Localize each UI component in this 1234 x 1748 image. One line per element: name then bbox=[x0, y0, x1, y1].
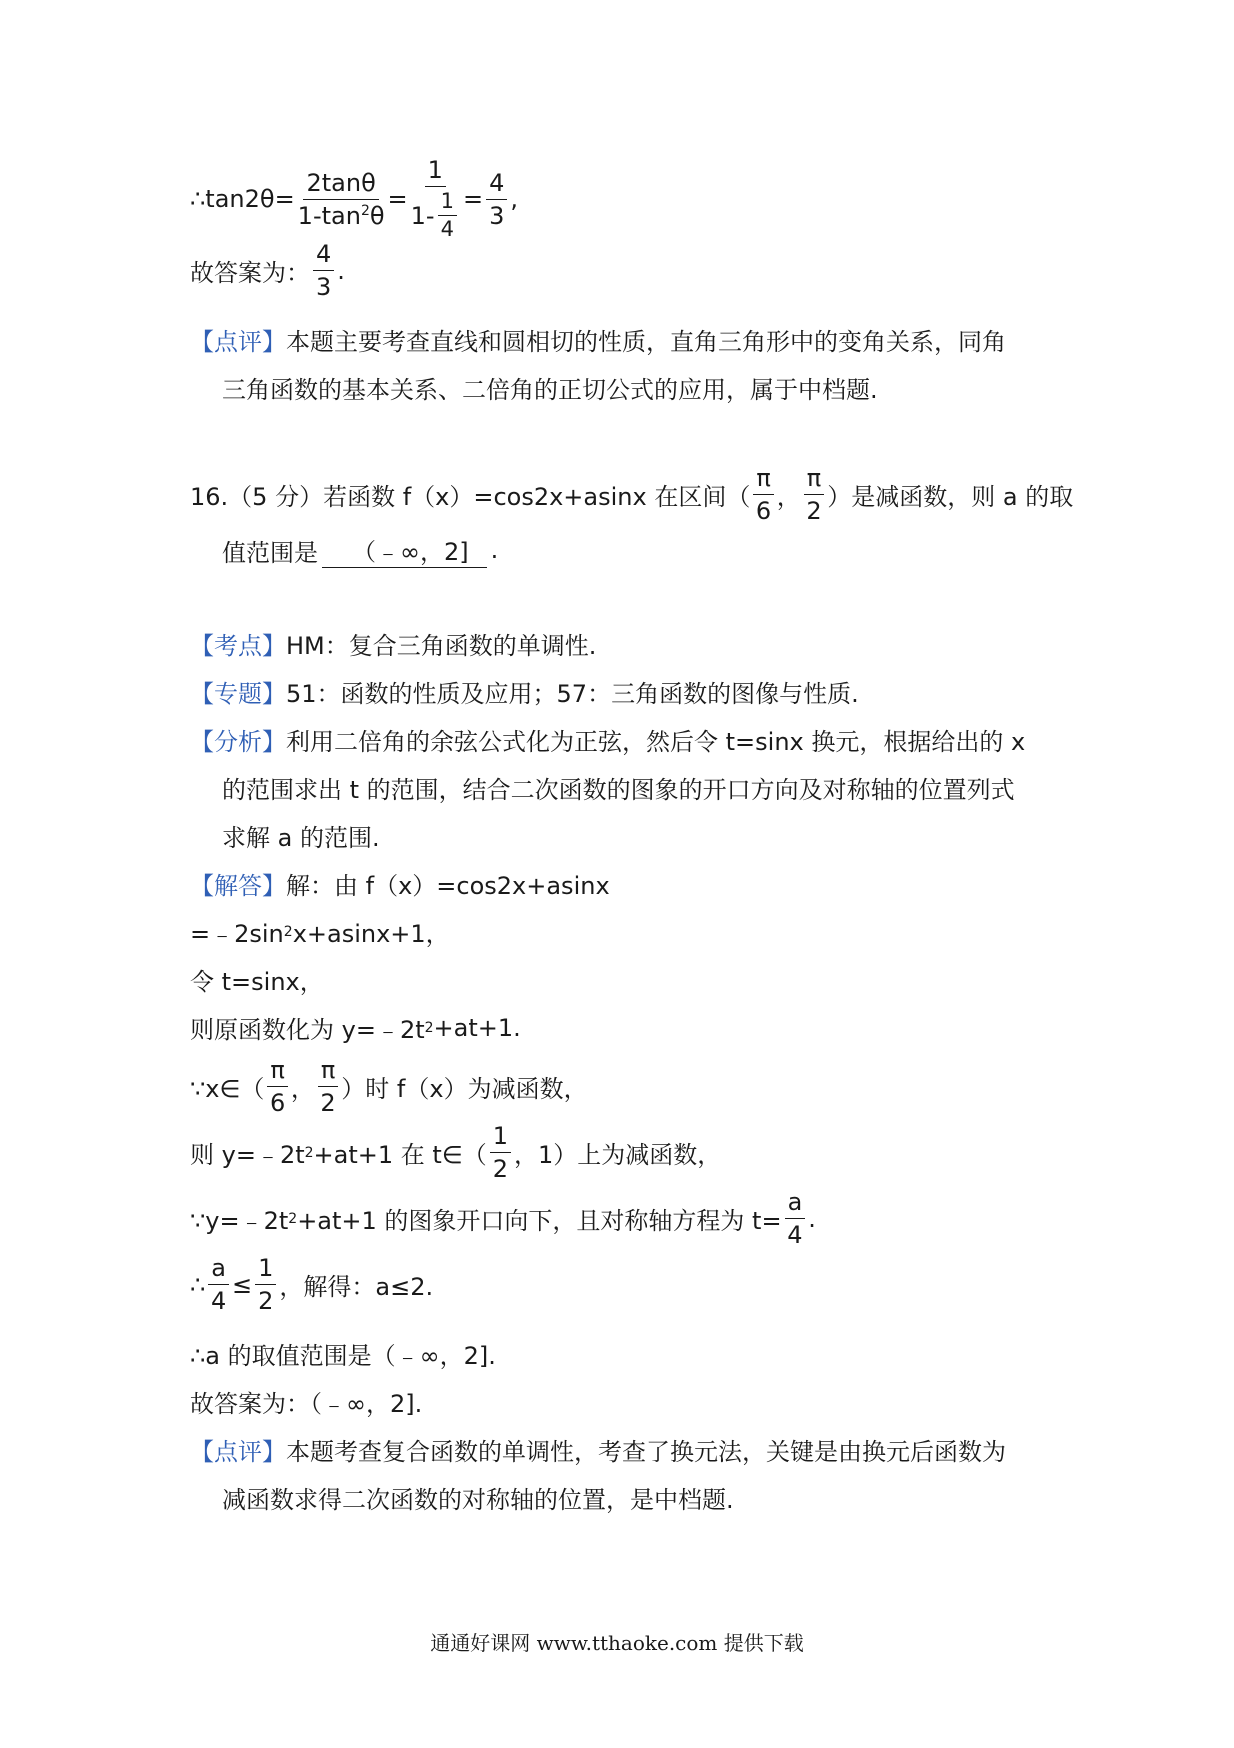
jieda-line-9: ∴a 的取值范围是（﹣∞，2]. bbox=[190, 1342, 496, 1370]
question-prefix: 16.（5 分）若函数 f（x）=cos2x+asinx 在区间（ bbox=[190, 483, 751, 511]
jieda-line-6: 则 y=﹣2t 2 +at+1 在 t∈（ $\frac{1}{2}$ ，1）上为减函数， bbox=[190, 1122, 722, 1183]
fraction-numerator: 1 bbox=[425, 158, 446, 187]
comment-tag: 【点评】 bbox=[190, 328, 286, 356]
answer-blank: （﹣∞，2] bbox=[322, 532, 487, 568]
jieda-tag: 【解答】 bbox=[190, 872, 286, 900]
comment-2-line-1: 【点评】 本题考查复合函数的单调性，考查了换元法，关键是由换元后函数为 bbox=[190, 1432, 1006, 1467]
answer-label: 故答案为： bbox=[190, 259, 310, 287]
jieda-line-7: ∵y=﹣2t 2 +at+1 的图象开口向下，且对称轴方程为 t= $\frac{a}{4}$ . bbox=[190, 1188, 816, 1249]
tan-lhs: tan2θ= bbox=[205, 185, 295, 213]
jieda-line-5: ∵x∈（ $\frac{\pi}{6}$ ， $\frac{\pi}{2}$ ）时 f（x）为减函数， bbox=[190, 1056, 588, 1117]
fraction-numerator: 2tanθ bbox=[303, 171, 378, 200]
fenxi-line-1: 【分析】 利用二倍角的余弦公式化为正弦，然后令 t=sinx 换元，根据给出的 x bbox=[190, 722, 1025, 757]
kaodian-tag: 【考点】 bbox=[190, 632, 286, 660]
interval-fraction-right: $\frac{\pi}{2}$ bbox=[804, 466, 824, 523]
zhuanti-tag: 【专题】 bbox=[190, 680, 286, 708]
answer-fraction: $\frac{4}{3}$ bbox=[313, 242, 334, 299]
fraction-pi-2: $\frac{\pi}{2}$ bbox=[318, 1058, 338, 1115]
comment-text: 三角函数的基本关系、二倍角的正切公式的应用，属于中档题. bbox=[222, 376, 878, 404]
jieda-line-8: ∴ $\frac{a}{4}$ ≤ $\frac{1}{2}$ ，解得：a≤2. bbox=[190, 1254, 434, 1315]
fenxi-line-3: 求解 a 的范围. bbox=[222, 824, 380, 852]
question-16-line-2: 值范围是 （﹣∞，2] . bbox=[222, 532, 498, 568]
jieda-line-10: 故答案为：（﹣∞，2]. bbox=[190, 1390, 423, 1418]
fraction-denominator: 1- $\frac{1}{4}$ bbox=[411, 187, 460, 240]
fraction-substituted bbox=[411, 158, 460, 240]
fraction-a-4: $\frac{a}{4}$ bbox=[785, 1190, 806, 1247]
comment-1-line-2 bbox=[222, 370, 878, 405]
question-suffix: ）是减函数，则 a 的取 bbox=[827, 483, 1074, 511]
nested-fraction: $\frac{1}{4}$ bbox=[438, 191, 457, 240]
zhuanti-line: 【专题】 51：函数的性质及应用；57：三角函数的图像与性质. bbox=[190, 674, 859, 709]
answer-line-1: 故答案为： $\frac{4}{3}$ . bbox=[190, 240, 345, 301]
fraction-denominator: $1-\tan^2\theta$ bbox=[297, 201, 385, 230]
fraction-a-4: $\frac{a}{4}$ bbox=[208, 1256, 229, 1313]
fraction-one-half: $\frac{1}{2}$ bbox=[490, 1124, 511, 1181]
equals-sign: = bbox=[462, 185, 484, 213]
jieda-line-4: 则原函数化为 y=﹣2t 2 +at+1. bbox=[190, 1013, 521, 1044]
fraction-pi-6: $\frac{\pi}{6}$ bbox=[267, 1058, 287, 1115]
interval-fraction-left: $\frac{\pi}{6}$ bbox=[753, 466, 773, 523]
jieda-line-2: =﹣2sin 2 x+asinx+1， bbox=[190, 920, 450, 948]
comment-1-line-1 bbox=[190, 322, 1006, 357]
comment-tag: 【点评】 bbox=[190, 1438, 286, 1466]
jieda-line-1: 【解答】 解：由 f（x）=cos2x+asinx bbox=[190, 866, 610, 901]
jieda-line-3: 令 t=sinx， bbox=[190, 968, 324, 996]
tan-formula-line: ∴ tan2θ= $\frac{2\tan\theta}{1-\tan^2\theta}$ = 1 1- $\frac{1}{4}$ = $\frac{4}{3}$ , bbox=[190, 156, 518, 241]
fraction-result: $\frac{4}{3}$ bbox=[486, 171, 507, 228]
fraction-double-angle bbox=[297, 168, 385, 230]
comment-text: 本题主要考查直线和圆相切的性质，直角三角形中的变角关系，同角 bbox=[286, 328, 1006, 356]
page-footer: 通通好课网 www.tthaoke.com 提供下载 bbox=[430, 1631, 804, 1655]
comment-2-line-2: 减函数求得二次函数的对称轴的位置，是中档题. bbox=[222, 1486, 734, 1514]
kaodian-line: 【考点】 HM：复合三角函数的单调性. bbox=[190, 626, 596, 661]
therefore-symbol: ∴ bbox=[190, 185, 206, 213]
fenxi-tag: 【分析】 bbox=[190, 728, 286, 756]
equals-sign: = bbox=[387, 185, 408, 213]
question-16-line-1: 16.（5 分）若函数 f（x）=cos2x+asinx 在区间（ $\frac{\pi}{6}$ ， $\frac{\pi}{2}$ ）是减函数，则 a 的取 bbox=[190, 464, 1074, 525]
fenxi-line-2: 的范围求出 t 的范围，结合二次函数的图象的开口方向及对称轴的位置列式 bbox=[222, 776, 1015, 804]
fraction-one-half: $\frac{1}{2}$ bbox=[255, 1256, 276, 1313]
